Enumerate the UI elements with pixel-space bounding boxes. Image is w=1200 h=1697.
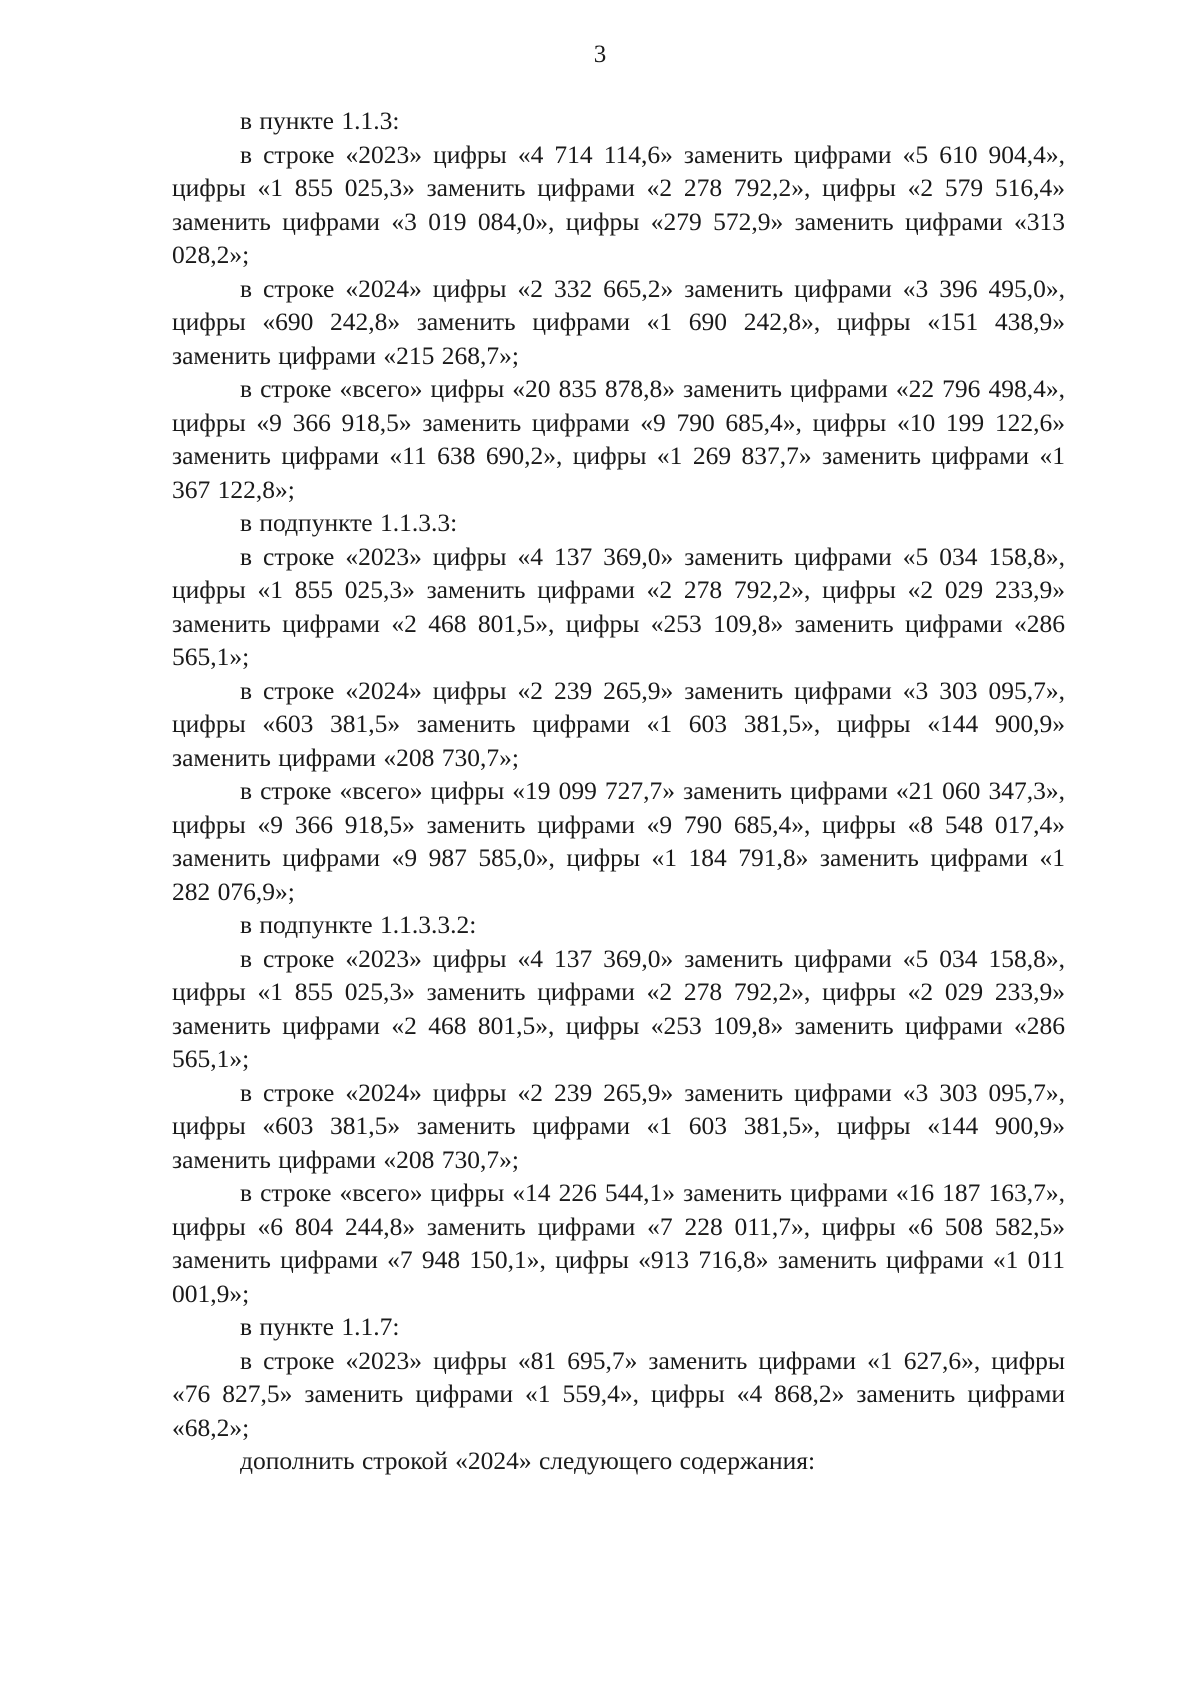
amendment-row-2024: в строке «2024» цифры «2 332 665,2» заменить цифрами «3 396 495,0», цифры «690 242,8» заменить цифрами «1 690 242,8», цифры «151 438,9» заменить цифрами «215 268,7»;	[172, 273, 1065, 370]
amendment-text	[172, 104, 1065, 1478]
amendment-row-2024: в строке «2024» цифры «2 239 265,9» заменить цифрами «3 303 095,7», цифры «603 381,5» заменить цифрами «1 603 381,5», цифры «144 900,9» заменить цифрами «208 730,7»;	[172, 675, 1065, 772]
amendment-row-total: в строке «всего» цифры «19 099 727,7» заменить цифрами «21 060 347,3», цифры «9 366 918,5» заменить цифрами «9 790 685,4», цифры «8 548 017,4» заменить цифрами «9 987 585,0», цифры «1 184 791,8» заменить цифрами «1 282 076,9»;	[172, 776, 1065, 906]
page-number: 3	[593, 41, 607, 68]
section-heading-1-1-3-3-2: в подпункте 1.1.3.3.2:	[240, 910, 477, 939]
amendment-row-2023: в строке «2023» цифры «81 695,7» заменить цифрами «1 627,6», цифры «76 827,5» заменить цифрами «1 559,4», цифры «4 868,2» заменить цифрами «68,2»;	[172, 1345, 1065, 1442]
amendment-row-2023: в строке «2023» цифры «4 137 369,0» заменить цифрами «5 034 158,8», цифры «1 855 025,3» заменить цифрами «2 278 792,2», цифры «2 029 233,9» заменить цифрами «2 468 801,5», цифры «253 109,8» заменить цифрами «286 565,1»;	[172, 541, 1065, 671]
amendment-row-2024: в строке «2024» цифры «2 239 265,9» заменить цифрами «3 303 095,7», цифры «603 381,5» заменить цифрами «1 603 381,5», цифры «144 900,9» заменить цифрами «208 730,7»;	[172, 1077, 1065, 1174]
section-heading-1-1-3: в пункте 1.1.3:	[240, 106, 400, 135]
addition-instruction: дополнить строкой «2024» следующего содержания:	[240, 1446, 816, 1475]
amendment-row-total: в строке «всего» цифры «14 226 544,1» заменить цифрами «16 187 163,7», цифры «6 804 244,8» заменить цифрами «7 228 011,7», цифры «6 508 582,5» заменить цифрами «7 948 150,1», цифры «913 716,8» заменить цифрами «1 011 001,9»;	[172, 1178, 1065, 1308]
amendment-row-2023: в строке «2023» цифры «4 137 369,0» заменить цифрами «5 034 158,8», цифры «1 855 025,3» заменить цифрами «2 278 792,2», цифры «2 029 233,9» заменить цифрами «2 468 801,5», цифры «253 109,8» заменить цифрами «286 565,1»;	[172, 943, 1065, 1073]
amendment-row-2023: в строке «2023» цифры «4 714 114,6» заменить цифрами «5 610 904,4», цифры «1 855 025,3» заменить цифрами «2 278 792,2», цифры «2 579 516,4» заменить цифрами «3 019 084,0», цифры «279 572,9» заменить цифрами «313 028,2»;	[172, 139, 1065, 269]
section-heading-1-1-3-3: в подпункте 1.1.3.3:	[240, 508, 458, 537]
section-heading-1-1-7: в пункте 1.1.7:	[240, 1312, 400, 1341]
amendment-row-total: в строке «всего» цифры «20 835 878,8» заменить цифрами «22 796 498,4», цифры «9 366 918,5» заменить цифрами «9 790 685,4», цифры «10 199 122,6» заменить цифрами «11 638 690,2», цифры «1 269 837,7» заменить цифрами «1 367 122,8»;	[172, 374, 1065, 504]
